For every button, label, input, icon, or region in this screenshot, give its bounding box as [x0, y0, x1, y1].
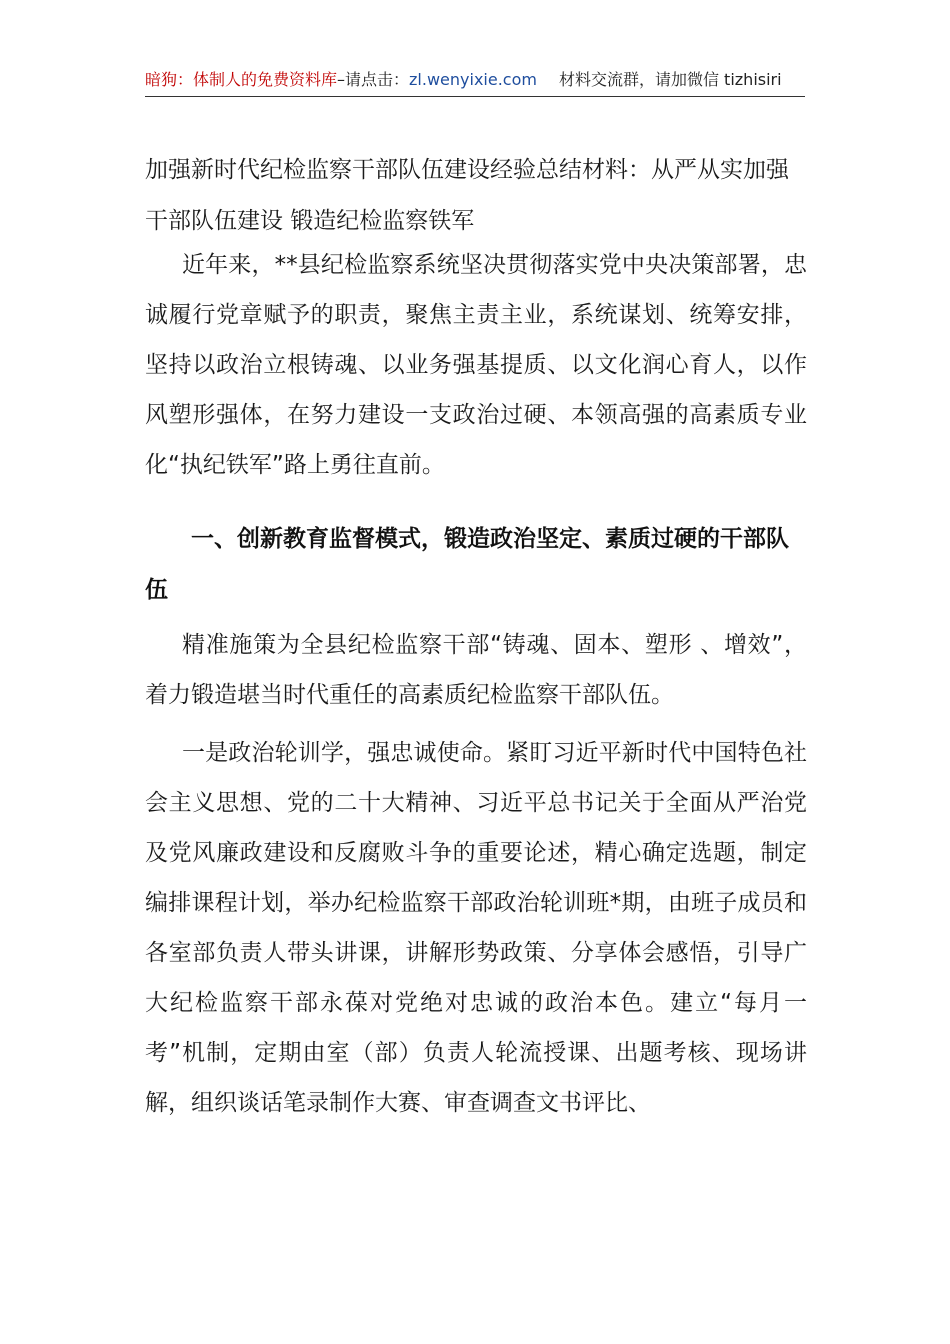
site-url-link[interactable]: zl.wenyixie.com	[409, 70, 537, 89]
section-1-heading: 一、创新教育监督模式，锻造政治坚定、素质过硬的干部队伍	[145, 526, 789, 603]
document-title: 加强新时代纪检监察干部队伍建设经验总结材料：从严从实加强干部队伍建设 锻造纪检监察铁军	[145, 157, 789, 234]
site-label: 暗狗：体制人的免费资料库	[145, 70, 338, 89]
click-label: –请点击：	[337, 70, 410, 89]
section-1-paragraph-1: 精准施策为全县纪检监察干部“铸魂、固本、塑形 、增效”，着力锻造堪当时代重任的高素质纪检监察干部队伍。	[145, 632, 807, 708]
section-1-paragraph-2: 一是政治轮训学，强忠诚使命。紧盯习近平新时代中国特色社会主义思想、党的二十大精神、习近平总书记关于全面从严治党及党风廉政建设和反腐败斗争的重要论述，精心确定选题，制定编排课程计划，举办纪检监察干部政治轮训班*期，由班子成员和各室部负责人带头讲课，讲解形势政策、分享体会感悟，引导广大纪检监察干部永葆对党绝对忠诚的政治本色。建立“每月一考”机制，定期由室（部）负责人轮流授课、出题考核、现场讲解，组织谈话笔录制作大赛、审查调查文书评比、	[145, 740, 807, 1116]
page-header	[145, 66, 805, 94]
wechat-group-label: 材料交流群，请加微信 tizhisiri	[558, 70, 782, 89]
intro-paragraph: 近年来，**县纪检监察系统坚决贯彻落实党中央决策部署，忠诚履行党章赋予的职责，聚焦主责主业，系统谋划、统筹安排，坚持以政治立根铸魂、以业务强基提质、以文化润心育人，以作风塑形强体，在努力建设一支政治过硬、本领高强的高素质专业化“执纪铁军”路上勇往直前。	[145, 252, 807, 478]
header-divider	[145, 96, 805, 97]
